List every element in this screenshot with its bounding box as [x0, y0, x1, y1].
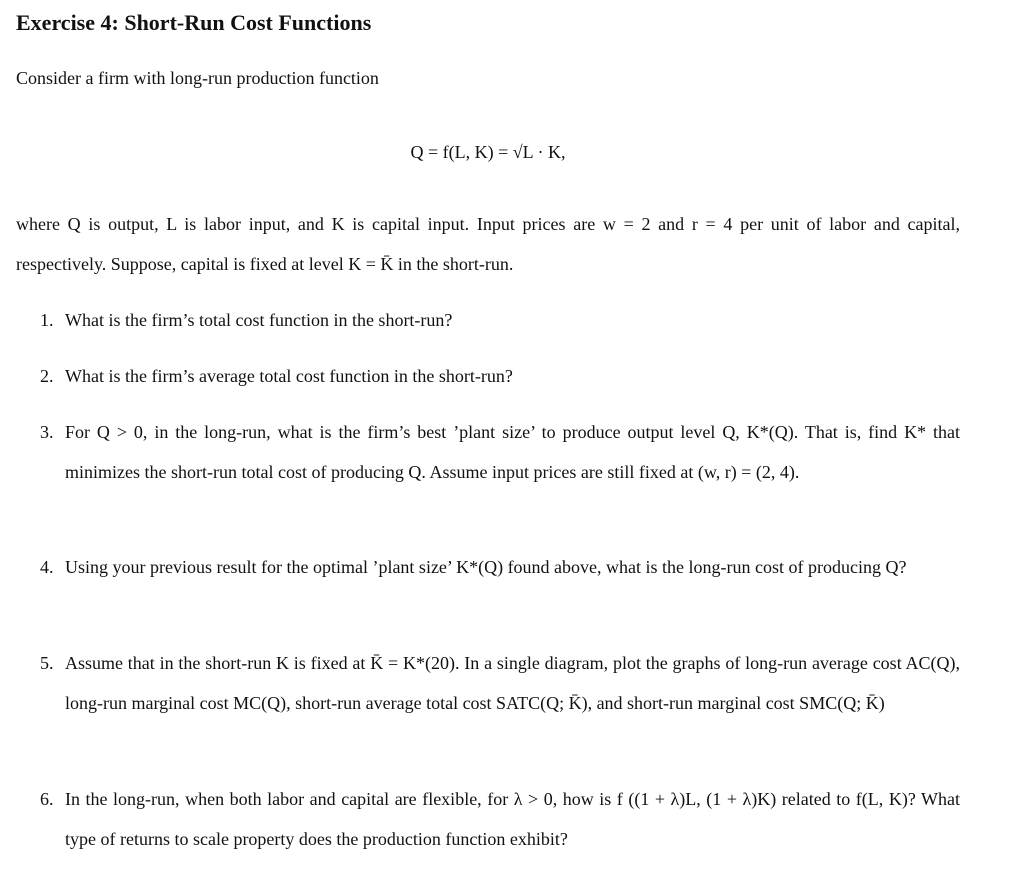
production-function-equation: Q = f(L, K) = √L · K,: [410, 142, 566, 162]
question-item-1: [16, 300, 960, 340]
question-text: What is the firm’s total cost function in the short-run?: [65, 310, 453, 330]
question-item-4: [16, 547, 960, 587]
question-number: 2.: [40, 366, 54, 386]
question-text: For Q > 0, in the long-run, what is the firm’s best ’plant size’ to produce output level Q, K*(Q). That is, find K* that minimizes the short-run total cost of producing Q. Assume input prices are still fixed at (w, r) = (2, 4).: [65, 422, 960, 482]
problem-description: where Q is output, L is labor input, and K is capital input. Input prices are w = 2 and r = 4 per unit of labor and capital, respectively. Suppose, capital is fixed at level K = K̄ in the short-run.: [16, 214, 960, 274]
question-item-2: [16, 356, 960, 396]
question-number: 1.: [40, 310, 54, 330]
question-item-5: [16, 643, 960, 723]
intro-text: Consider a firm with long-run production function: [16, 68, 379, 88]
question-item-3: [16, 412, 960, 492]
question-text: What is the firm’s average total cost function in the short-run?: [65, 366, 513, 386]
question-number: 5.: [40, 653, 54, 673]
question-number: 6.: [40, 789, 54, 809]
question-number: 3.: [40, 422, 54, 442]
exercise-title: Exercise 4: Short-Run Cost Functions: [16, 10, 372, 35]
question-text: Assume that in the short-run K is fixed at K̄ = K*(20). In a single diagram, plot the graphs of long-run average cost AC(Q), long-run marginal cost MC(Q), short-run average total cost SATC(Q; K̄), and short-run marginal cost SMC(Q; K̄): [65, 653, 960, 713]
question-number: 4.: [40, 557, 54, 577]
question-text: In the long-run, when both labor and capital are flexible, for λ > 0, how is f ((1 + λ)L, (1 + λ)K) related to f(L, K)? What type of returns to scale property does the production function exhibit?: [65, 789, 960, 849]
question-text: Using your previous result for the optimal ’plant size’ K*(Q) found above, what is the long-run cost of producing Q?: [65, 557, 907, 577]
question-item-6: [16, 779, 960, 859]
